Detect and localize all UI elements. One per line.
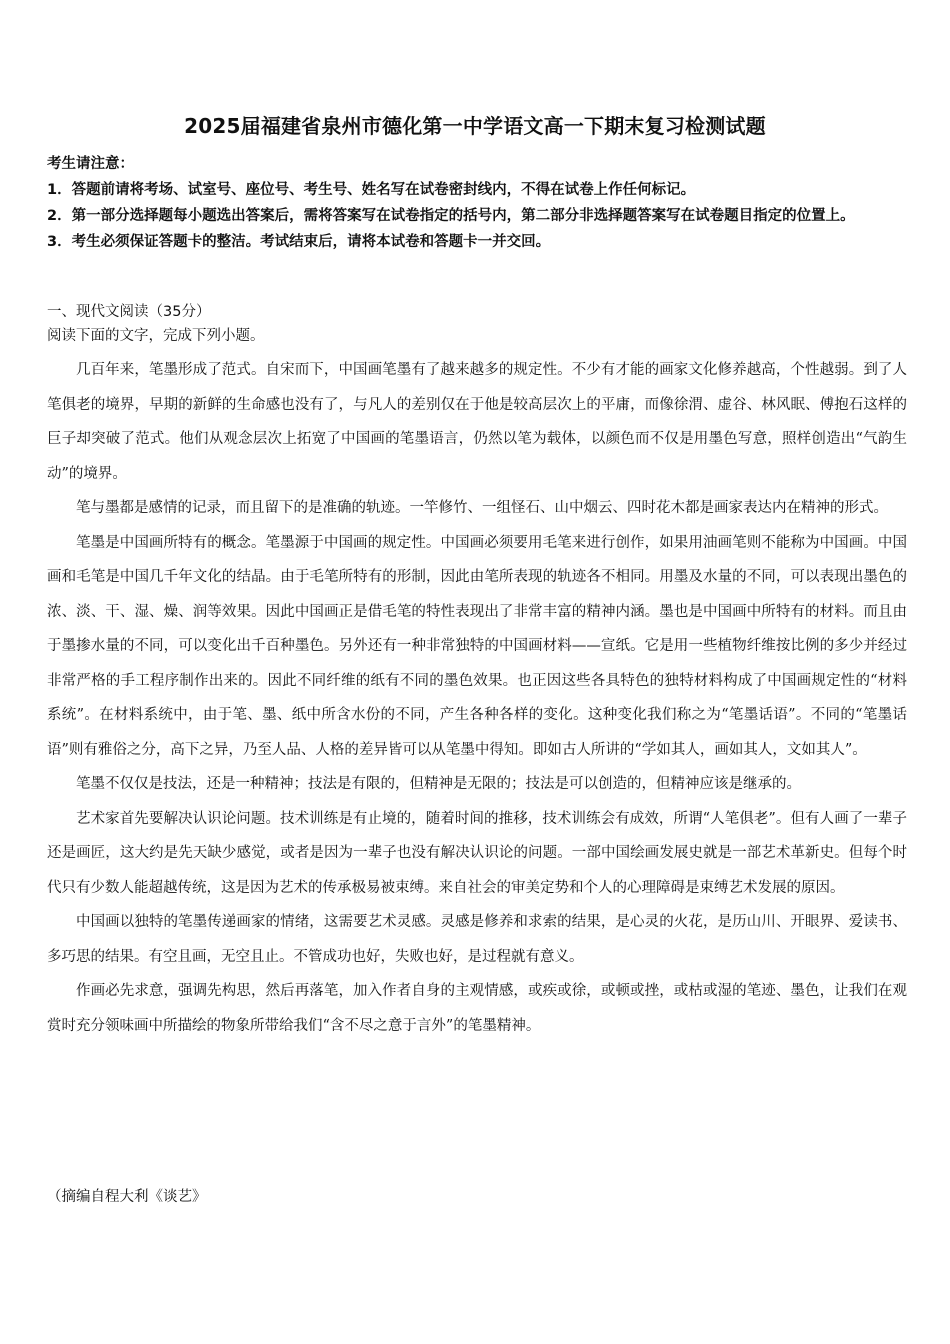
notice-heading: 考生请注意： bbox=[47, 156, 134, 172]
candidate-notice bbox=[47, 151, 907, 255]
passage-paragraph: 中国画以独特的笔墨传递画家的情绪，这需要艺术灵感。灵感是修养和求索的结果，是心灵的火花，是历山川、开眼界、爱读书、多巧思的结果。有空且画，无空且止。不管成功也好，失败也好，是过程就有意义。 bbox=[47, 914, 907, 965]
reading-instruction: 阅读下面的文字，完成下列小题。 bbox=[47, 328, 265, 344]
notice-item: 3．考生必须保证答题卡的整洁。考试结束后，请将本试卷和答题卡一并交回。 bbox=[47, 234, 551, 250]
passage-paragraph: 笔与墨都是感情的记录，而且留下的是准确的轨迹。一竿修竹、一组怪石、山中烟云、四时花木都是画家表达内在精神的形式。 bbox=[76, 500, 888, 516]
section-heading: 一、现代文阅读（35分） bbox=[47, 304, 211, 320]
passage-paragraph: 作画必先求意，强调先构思，然后再落笔，加入作者自身的主观情感，或疾或徐，或顿或挫，或枯或湿的笔迹、墨色，让我们在观赏时充分领味画中所描绘的物象所带给我们“含不尽之意于言外”的笔墨精神。 bbox=[47, 983, 907, 1034]
notice-item: 1．答题前请将考场、试室号、座位号、考生号、姓名写在试卷密封线内，不得在试卷上作任何标记。 bbox=[47, 182, 696, 198]
notice-item: 2．第一部分选择题每小题选出答案后，需将答案写在试卷指定的括号内，第二部分非选择题答案写在试卷题目指定的位置上。 bbox=[47, 208, 855, 224]
passage-source: （摘编自程大利《谈艺》 bbox=[47, 1189, 207, 1205]
exam-title: 2025届福建省泉州市德化第一中学语文高一下期末复习检测试题 bbox=[184, 114, 766, 138]
passage-paragraph: 艺术家首先要解决认识论问题。技术训练是有止境的，随着时间的推移，技术训练会有成效，所谓“人笔俱老”。但有人画了一辈子还是画匠，这大约是先天缺少感觉，或者是因为一辈子也没有解决认识论的问题。一部中国绘画发展史就是一部艺术革新史。但每个时代只有少数人能超越传统，这是因为艺术的传承极易被束缚。来自社会的审美定势和个人的心理障碍是束缚艺术发展的原因。 bbox=[47, 810, 907, 896]
passage-paragraph: 笔墨是中国画所特有的概念。笔墨源于中国画的规定性。中国画必须要用毛笔来进行创作，如果用油画笔则不能称为中国画。中国画和毛笔是中国几千年文化的结晶。由于毛笔所特有的形制，因此由笔所表现的轨迹各不相同。用墨及水量的不同，可以表现出墨色的浓、淡、干、湿、燥、润等效果。因此中国画正是借毛笔的特性表现出了非常丰富的精神内涵。墨也是中国画中所特有的材料。而且由于墨掺水量的不同，可以变化出千百种墨色。另外还有一种非常独特的中国画材料——宣纸。它是用一些植物纤维按比例的多少并经过非常严格的手工程序制作出来的。因此不同纤维的纸有不同的墨色效果。也正因这些各具特色的独特材料构成了中国画规定性的“材料系统”。在材料系统中，由于笔、墨、纸中所含水份的不同，产生各种各样的变化。这种变化我们称之为“笔墨话语”。不同的“笔墨话语”则有雅俗之分，高下之异，乃至人品、人格的差异皆可以从笔墨中得知。即如古人所讲的“学如其人，画如其人，文如其人”。 bbox=[47, 534, 907, 758]
passage-paragraph: 笔墨不仅仅是技法，还是一种精神；技法是有限的，但精神是无限的；技法是可以创造的，但精神应该是继承的。 bbox=[76, 776, 801, 792]
passage-paragraph: 几百年来，笔墨形成了范式。自宋而下，中国画笔墨有了越来越多的规定性。不少有才能的画家文化修养越高，个性越弱。到了人笔俱老的境界，早期的新鲜的生命感也没有了，与凡人的差别仅在于他是较高层次上的平庸，而像徐渭、虚谷、林风眠、傅抱石这样的巨子却突破了范式。他们从观念层次上拓宽了中国画的笔墨语言，仍然以笔为载体，以颜色而不仅是用墨色写意，照样创造出“气韵生动”的境界。 bbox=[47, 362, 907, 482]
reading-passage bbox=[47, 353, 907, 1043]
